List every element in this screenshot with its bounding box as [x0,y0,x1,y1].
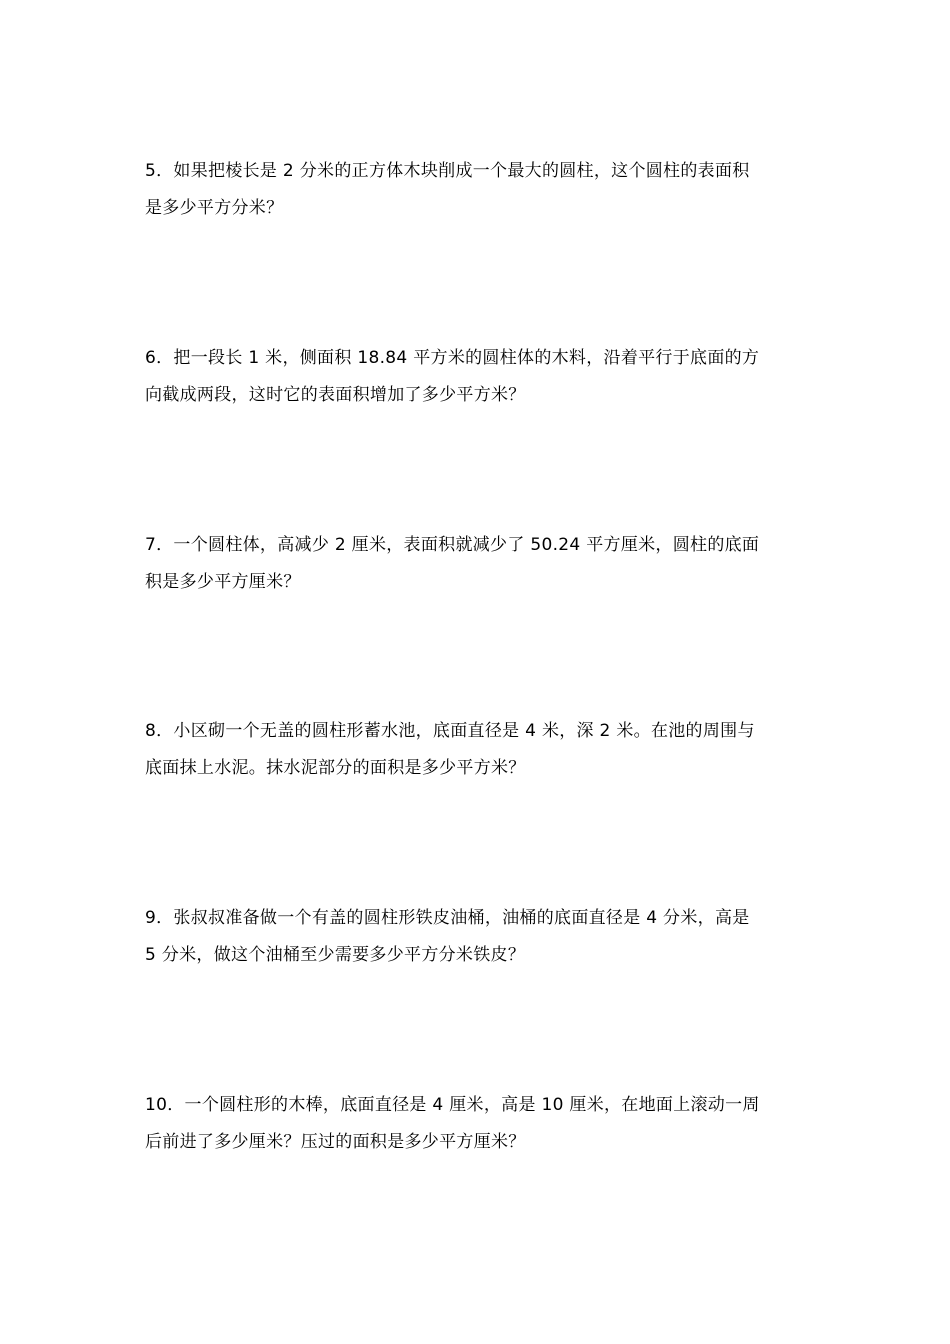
question-10-line-2: 后前进了多少厘米？压过的面积是多少平方厘米？ [145,1132,526,1152]
question-8-line-2: 底面抹上水泥。抹水泥部分的面积是多少平方米？ [145,758,526,778]
question-7-line-2: 积是多少平方厘米？ [145,572,301,592]
question-5-line-2: 是多少平方分米？ [145,198,284,218]
question-9 [145,900,810,974]
question-6 [145,340,810,414]
question-10 [145,1087,810,1161]
question-8 [145,713,810,787]
question-5 [145,153,810,227]
question-9-line-2: 5 分米，做这个油桶至少需要多少平方分米铁皮？ [145,945,526,965]
question-7-line-1: 7．一个圆柱体，高减少 2 厘米，表面积就减少了 50.24 平方厘米，圆柱的底面 [145,535,760,555]
question-6-line-1: 6．把一段长 1 米，侧面积 18.84 平方米的圆柱体的木料，沿着平行于底面的方 [145,348,760,368]
question-7 [145,527,810,601]
question-6-line-2: 向截成两段，这时它的表面积增加了多少平方米？ [145,385,526,405]
question-9-line-1: 9．张叔叔准备做一个有盖的圆柱形铁皮油桶，油桶的底面直径是 4 分米，高是 [145,908,750,928]
question-5-line-1: 5．如果把棱长是 2 分米的正方体木块削成一个最大的圆柱，这个圆柱的表面积 [145,161,750,181]
question-8-line-1: 8．小区砌一个无盖的圆柱形蓄水池，底面直径是 4 米，深 2 米。在池的周围与 [145,721,755,741]
question-10-line-1: 10．一个圆柱形的木棒，底面直径是 4 厘米，高是 10 厘米，在地面上滚动一周 [145,1095,760,1115]
